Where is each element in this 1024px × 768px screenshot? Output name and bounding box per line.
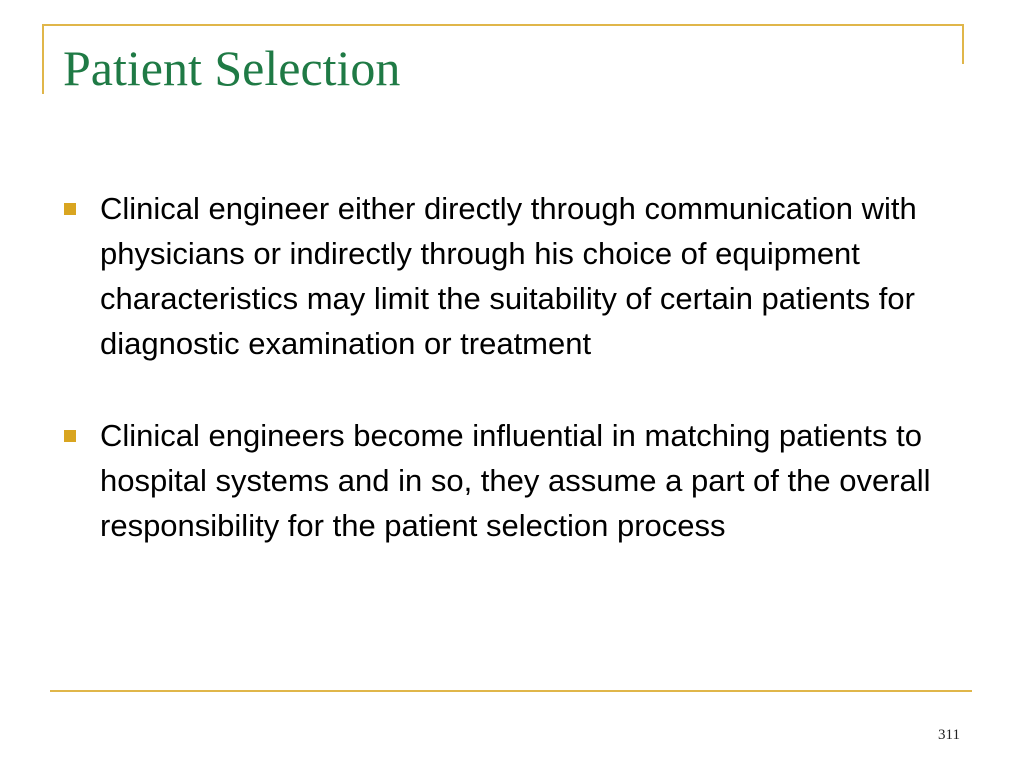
bullet-item xyxy=(60,186,960,366)
bullet-text: Clinical engineer either directly through communication with physicians or indirectly through his choice of equipment characteristics may limit the suitability of certain patients for diagnostic examination or treatment xyxy=(100,191,917,361)
bullet-item xyxy=(60,413,960,548)
slide-title: Patient Selection xyxy=(63,40,401,96)
bullet-text: Clinical engineers become influential in matching patients to hospital systems and in so, they assume a part of the overall responsibility for the patient selection process xyxy=(100,418,931,543)
footer-rule xyxy=(50,690,972,692)
bullet-list xyxy=(60,186,960,595)
square-bullet-icon xyxy=(64,203,76,215)
page-number: 311 xyxy=(938,727,960,743)
frame-top-rule xyxy=(42,24,964,26)
square-bullet-icon xyxy=(64,430,76,442)
frame-right-rule xyxy=(962,24,964,64)
frame-left-rule xyxy=(42,24,44,94)
